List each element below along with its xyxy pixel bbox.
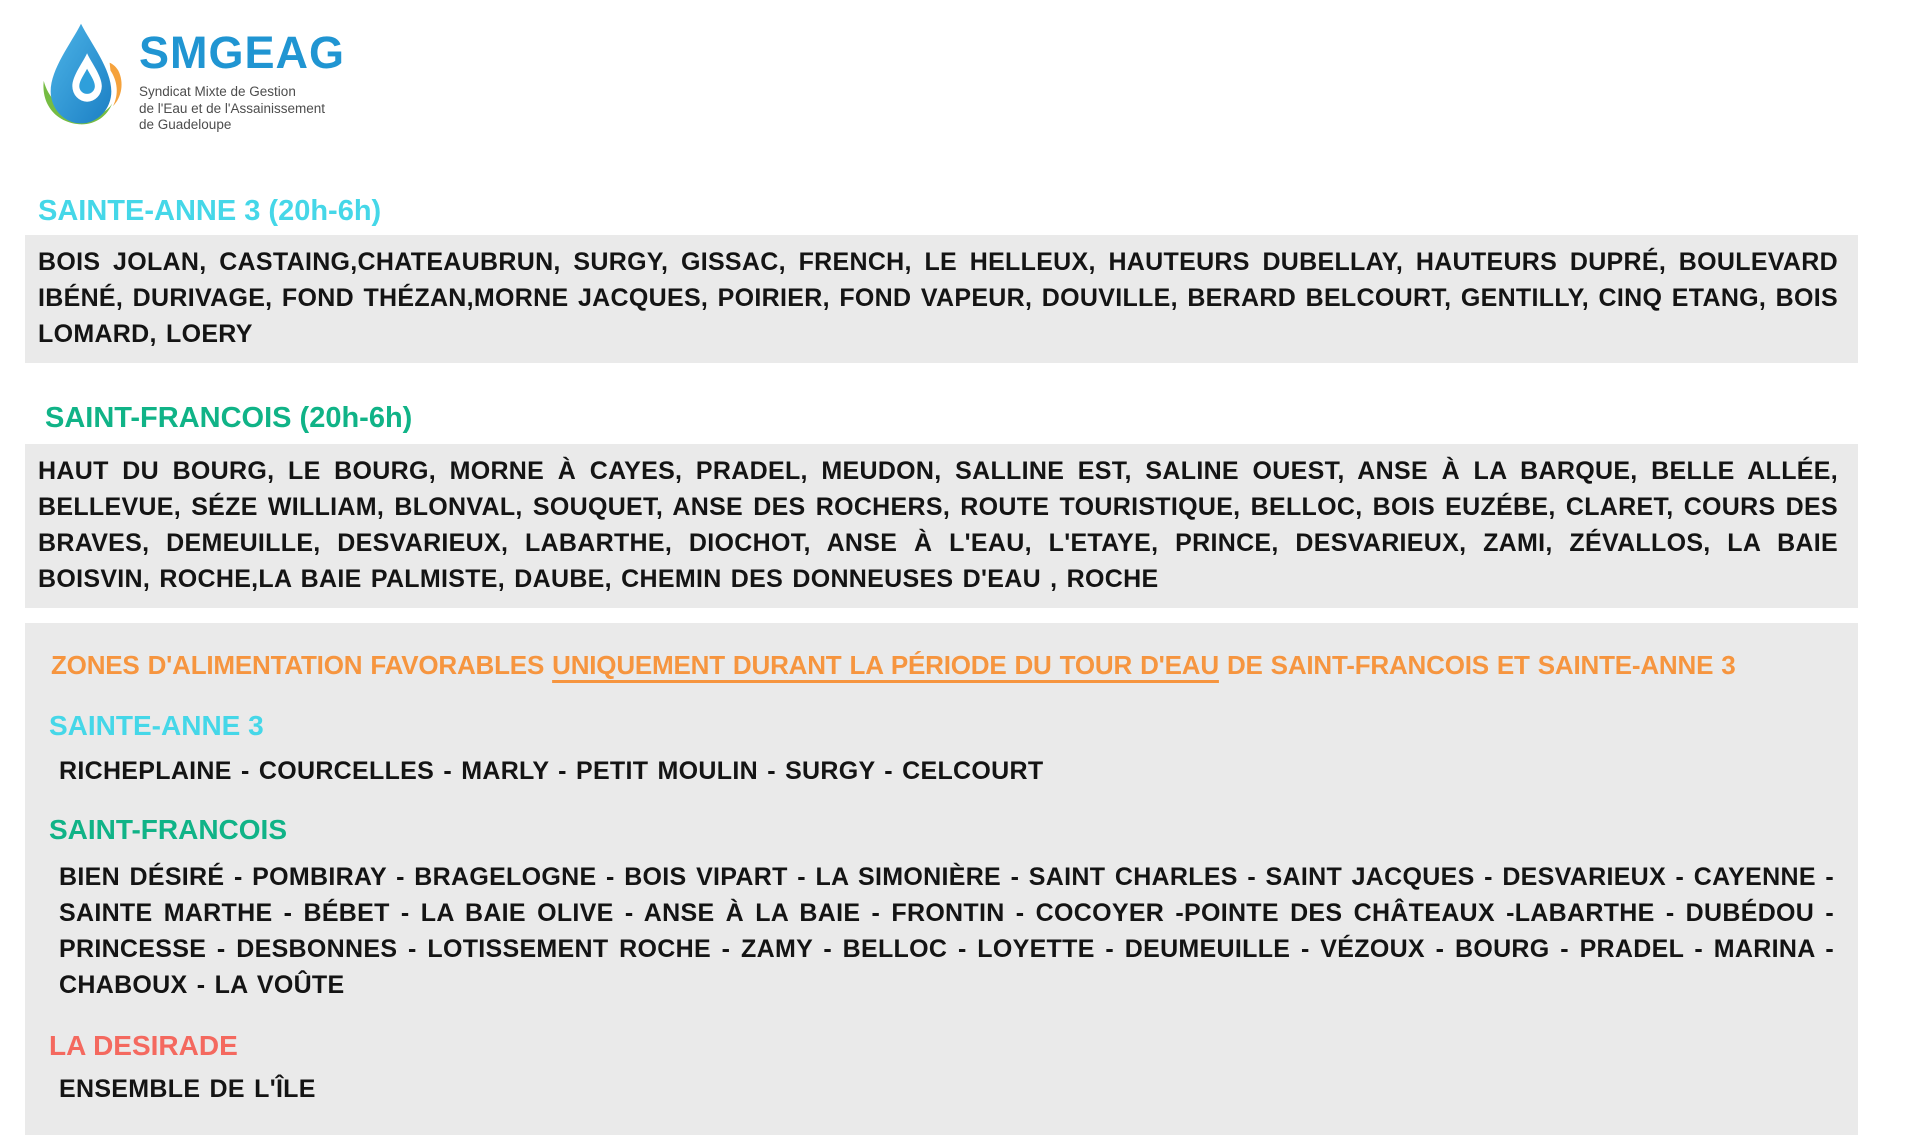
logo-text xyxy=(139,22,345,134)
saint-francois-schedule-block xyxy=(25,444,1858,608)
favorable-zones-panel xyxy=(25,623,1858,1135)
saint-francois-schedule-heading: SAINT-FRANCOIS (20h-6h) xyxy=(45,402,413,435)
favorable-zones-title xyxy=(51,650,1838,681)
sainte-anne-3-schedule-block xyxy=(25,235,1858,363)
brand-subtitle xyxy=(139,84,345,134)
brand-subtitle-line2: de l'Eau et de l'Assainissement xyxy=(139,100,326,116)
favorable-sainte-anne-3-heading: SAINTE-ANNE 3 xyxy=(49,709,264,741)
saint-francois-zone-list: HAUT DU BOURG, LE BOURG, MORNE À CAYES, PRADEL, MEUDON, SALLINE EST, SALINE OUEST, ANSE À LA BARQUE, BELLE ALLÉE, BELLEVUE, SÉZE WILLIAM, BLONVAL, SOUQUET, ANSE DES ROCHERS, ROUTE TOURISTIQUE, BELLOC, BOIS EUZÉBE, CLARET, COURS DES BRAVES, DEMEUILLE, DESVARIEUX, LABARTHE, DIOCHOT, ANSE À L'EAU, L'ETAYE, PRINCE, DESVARIEUX, ZAMI, ZÉVALLOS, LA BAIE BOISVIN, ROCHE,LA BAIE PALMISTE, DAUBE, CHEMIN DES DONNEUSES D'EAU , ROCHE xyxy=(38,456,1838,593)
smgeag-water-drop-logo-icon xyxy=(37,22,125,126)
favorable-saint-francois-zone-list: BIEN DÉSIRÉ - POMBIRAY - BRAGELOGNE - BOIS VIPART - LA SIMONIÈRE - SAINT CHARLES - SAINT JACQUES - DESVARIEUX - CAYENNE - SAINTE MARTHE - BÉBET - LA BAIE OLIVE - ANSE À LA BAIE - FRONTIN - COCOYER -POINTE DES CHÂTEAUX -LABARTHE - DUBÉDOU - PRINCESSE - DESBONNES - LOTISSEMENT ROCHE - ZAMY - BELLOC - LOYETTE - DEUMEUILLE - VÉZOUX - BOURG - PRADEL - MARINA - CHABOUX - LA VOÛTE xyxy=(59,862,1834,999)
brand-name: SMGEAG xyxy=(139,27,346,78)
favorable-sainte-anne-3-zone-list: RICHEPLAINE - COURCELLES - MARLY - PETIT MOULIN - SURGY - CELCOURT xyxy=(59,757,1044,786)
favorable-saint-francois-heading: SAINT-FRANCOIS xyxy=(49,814,287,846)
sainte-anne-3-zone-list: BOIS JOLAN, CASTAING,CHATEAUBRUN, SURGY, GISSAC, FRENCH, LE HELLEUX, HAUTEURS DUBELLAY, HAUTEURS DUPRÉ, BOULEVARD IBÉNÉ, DURIVAGE, FOND THÉZAN,MORNE JACQUES, POIRIER, FOND VAPEUR, DOUVILLE, BERARD BELCOURT, GENTILLY, CINQ ETANG, BOIS LOMARD, LOERY xyxy=(38,248,1838,349)
brand-subtitle-line1: Syndicat Mixte de Gestion xyxy=(139,84,296,99)
favorable-la-desirade-heading: LA DESIRADE xyxy=(49,1029,238,1061)
favorable-zones-title-post: DE SAINT-FRANCOIS ET SAINTE-ANNE 3 xyxy=(1218,649,1736,680)
brand-subtitle-line3: de Guadeloupe xyxy=(139,117,232,132)
sainte-anne-3-schedule-heading: SAINTE-ANNE 3 (20h-6h) xyxy=(38,195,382,227)
favorable-zones-title-pre: ZONES D'ALIMENTATION FAVORABLES xyxy=(51,649,553,680)
header xyxy=(37,22,1858,152)
favorable-zones-title-underlined: UNIQUEMENT DURANT LA PÉRIODE DU TOUR D'EAU xyxy=(552,649,1219,680)
favorable-la-desirade-zone-list: ENSEMBLE DE L'ÎLE xyxy=(59,1075,316,1104)
